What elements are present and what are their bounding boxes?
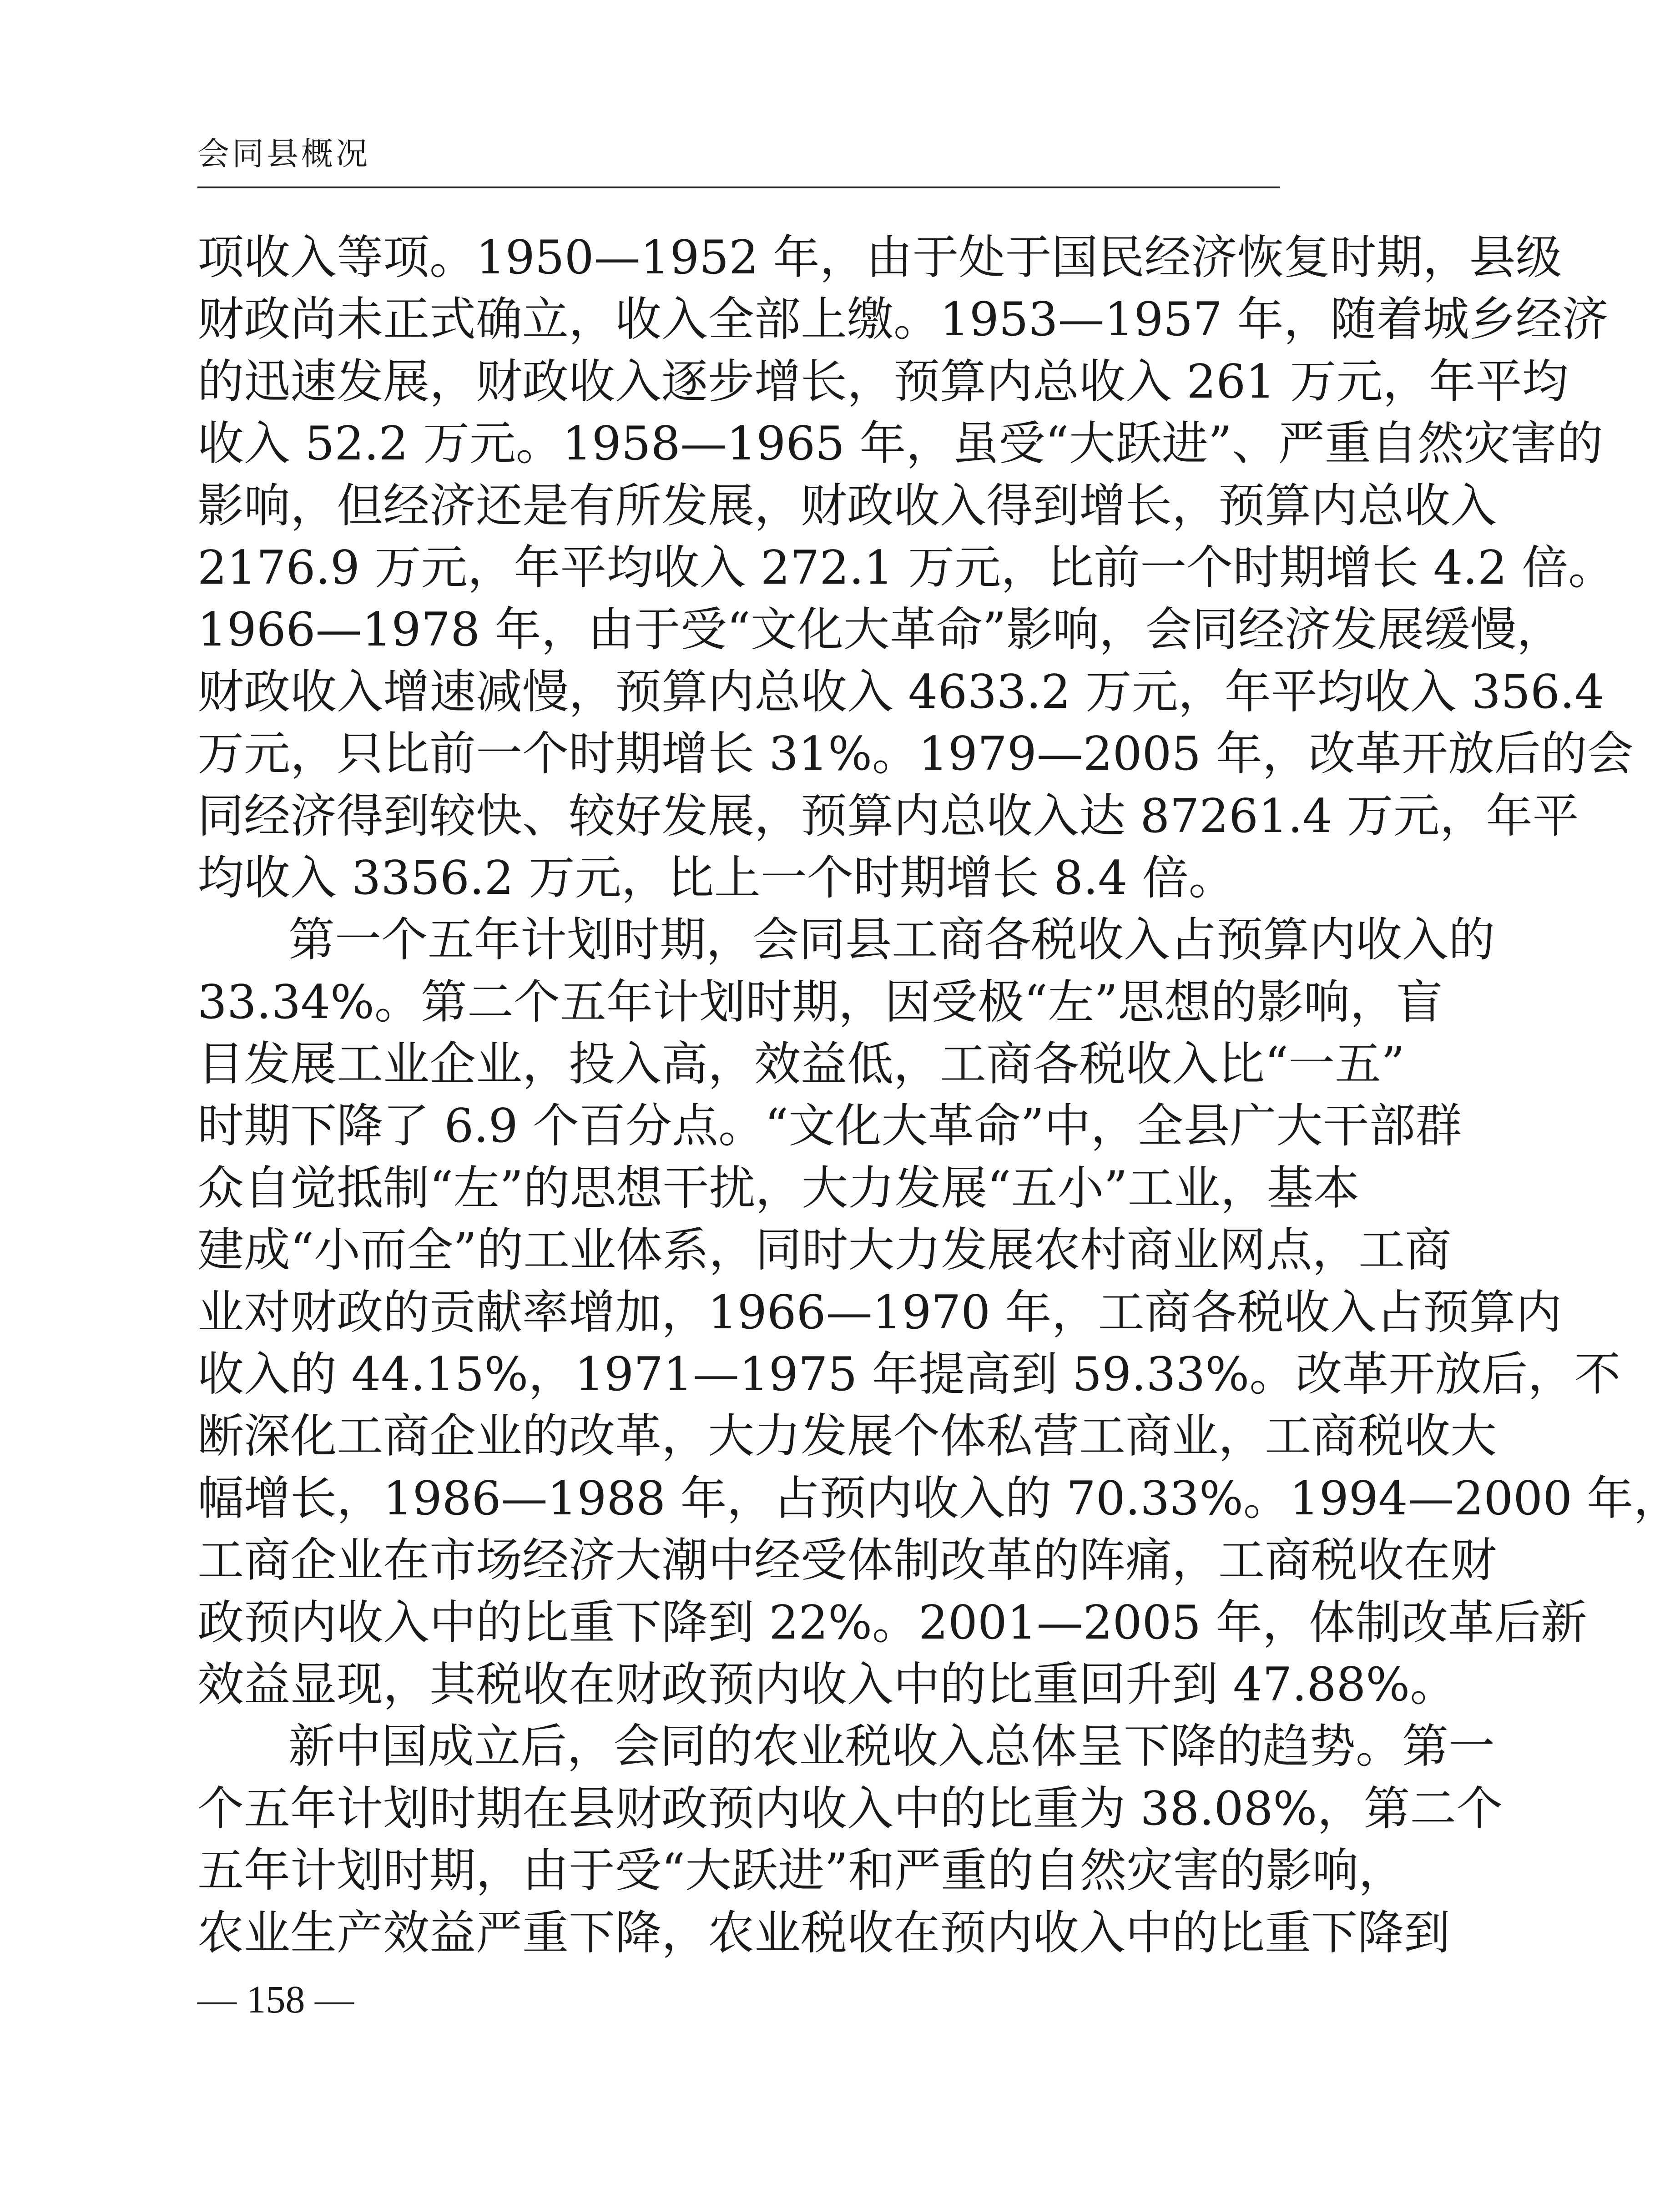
text-line: 五年计划时期，由于受“大跃进”和严重的自然灾害的影响， (197, 1844, 1405, 1898)
text-line: 农业生产效益严重下降，农业税收在预内收入中的比重下降到 (197, 1906, 1450, 1960)
text-line: 工商企业在市场经济大潮中经受体制改革的阵痛，工商税收在财 (197, 1533, 1497, 1588)
text-line: 2176.9 万元，年平均收入 272.1 万元，比前一个时期增长 4.2 倍。 (197, 540, 1615, 595)
text-line: 同经济得到较快、较好发展，预算内总收入达 87261.4 万元，年平 (197, 789, 1579, 843)
text-line: 个五年计划时期在县财政预内收入中的比重为 38.08%，第二个 (197, 1781, 1503, 1836)
running-head-title: 会同县概况 (197, 135, 370, 172)
text-line: 建成“小而全”的工业体系，同时大力发展农村商业网点，工商 (197, 1223, 1452, 1278)
text-line: 时期下降了 6.9 个百分点。“文化大革命”中，全县广大干部群 (197, 1099, 1462, 1154)
paragraph-3 (197, 1716, 1503, 1964)
text-line: 的迅速发展，财政收入逐步增长，预算内总收入 261 万元，年平均 (197, 354, 1569, 409)
paragraph-1 (197, 227, 1634, 909)
body-text (197, 227, 1680, 1964)
text-line: 业对财政的贡献率增加，1966—1970 年，工商各税收入占预算内 (197, 1285, 1562, 1340)
text-line: 影响，但经济还是有所发展，财政收入得到增长，预算内总收入 (197, 479, 1497, 533)
text-line: 幅增长，1986—1988 年，占预内收入的 70.33%。1994—2000 年， (197, 1471, 1680, 1526)
text-line: 1966—1978 年，由于受“文化大革命”影响，会同经济发展缓慢， (197, 603, 1563, 657)
text-line: 断深化工商企业的改革，大力发展个体私营工商业，工商税收大 (197, 1409, 1497, 1464)
text-line: 收入的 44.15%，1971—1975 年提高到 59.33%。改革开放后，不 (197, 1347, 1621, 1402)
text-line: 目发展工业企业，投入高，效益低，工商各税收入比“一五” (197, 1037, 1405, 1092)
text-line: 财政收入增速减慢，预算内总收入 4633.2 万元，年平均收入 356.4 (197, 665, 1604, 719)
text-line: 万元，只比前一个时期增长 31%。1979—2005 年，改革开放后的会 (197, 727, 1634, 782)
text-line: 效益显现，其税收在财政预内收入中的比重回升到 47.88%。 (197, 1657, 1457, 1712)
text-line: 新中国成立后，会同的农业税收入总体呈下降的趋势。第一 (288, 1720, 1495, 1774)
text-line: 项收入等项。1950—1952 年，由于处于国民经济恢复时期，县级 (197, 231, 1562, 285)
text-line: 政预内收入中的比重下降到 22%。2001—2005 年，体制改革后新 (197, 1595, 1587, 1650)
text-line: 均收入 3356.2 万元，比上一个时期增长 8.4 倍。 (197, 851, 1235, 905)
text-line: 33.34%。第二个五年计划时期，因受极“左”思想的影响，盲 (197, 975, 1443, 1029)
page-number: — 158 — (197, 1977, 354, 2021)
text-line: 第一个五年计划时期，会同县工商各税收入占预算内收入的 (288, 913, 1495, 968)
text-line: 众自觉抵制“左”的思想干扰，大力发展“五小”工业，基本 (197, 1161, 1360, 1216)
paragraph-2 (197, 909, 1680, 1716)
text-line: 收入 52.2 万元。1958—1965 年，虽受“大跃进”、严重自然灾害的 (197, 417, 1603, 471)
text-line: 财政尚未正式确立，收入全部上缴。1953—1957 年，随着城乡经济 (197, 293, 1609, 347)
header-rule (197, 187, 1280, 188)
